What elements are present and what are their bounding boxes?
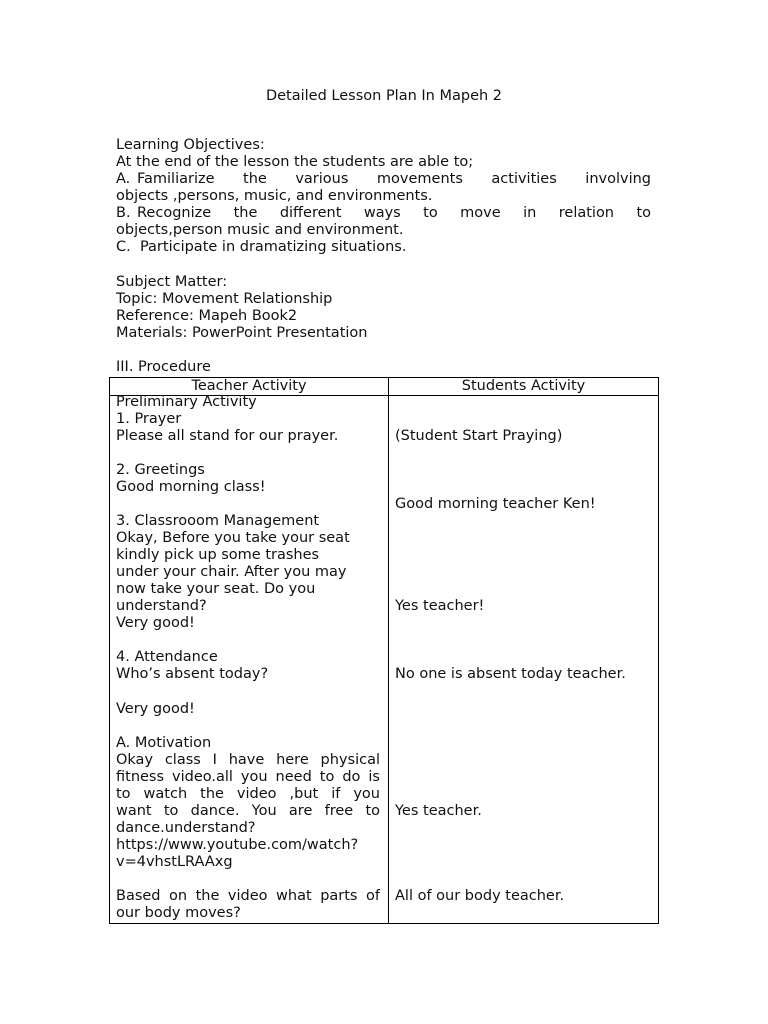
greetings-text: Good morning class!: [116, 479, 266, 495]
student-yes-teacher-2: Yes teacher.: [395, 803, 482, 819]
motivation-heading: A. Motivation: [116, 735, 212, 751]
attendance-heading: 4. Attendance: [116, 649, 218, 665]
objective-b: [116, 205, 651, 222]
subject-reference: Reference: Mapeh Book2: [116, 308, 298, 324]
greetings-heading: 2. Greetings: [116, 462, 205, 478]
objective-c-letter: C.: [116, 239, 131, 255]
objective-a-line2: objects ,persons, music, and environments.: [116, 188, 433, 204]
question-line: Based on the video what parts of: [116, 888, 380, 904]
prayer-heading: 1. Prayer: [116, 411, 182, 427]
video-link[interactable]: https://www.youtube.com/watch?: [116, 837, 359, 853]
students-activity-header: Students Activity: [389, 378, 659, 396]
procedure-table-row: [110, 396, 659, 924]
management-heading: 3. Classrooom Management: [116, 513, 320, 529]
preliminary-activity: Preliminary Activity: [116, 394, 257, 410]
management-line: kindly pick up some trashes: [116, 547, 320, 563]
learning-objectives-section: [116, 137, 651, 256]
attendance-very-good: Very good!: [116, 701, 195, 717]
student-absent-reply: No one is absent today teacher.: [395, 666, 626, 682]
subject-materials: Materials: PowerPoint Presentation: [116, 325, 368, 341]
objectives-intro: At the end of the lesson the students are able to;: [116, 154, 474, 170]
document-title: Detailed Lesson Plan In Mapeh 2: [265, 88, 503, 104]
motivation-line: to watch the video ,but if you: [116, 786, 380, 802]
subject-matter-heading: Subject Matter:: [116, 274, 228, 290]
teacher-activity-header: Teacher Activity: [110, 378, 389, 396]
management-line: under your chair. After you may: [116, 564, 347, 580]
teacher-activity-cell: [110, 396, 389, 924]
subject-topic: Topic: Movement Relationship: [116, 291, 333, 307]
procedure-table: [109, 377, 659, 924]
management-line: understand?: [116, 598, 207, 614]
students-activity-cell: [389, 396, 659, 924]
objective-a: [116, 171, 651, 188]
student-yes-teacher: Yes teacher!: [395, 598, 485, 614]
subject-matter-section: [116, 274, 651, 342]
student-body-reply: All of our body teacher.: [395, 888, 565, 904]
student-praying: (Student Start Praying): [395, 428, 563, 444]
objective-c-text: Participate in dramatizing situations.: [139, 239, 407, 255]
motivation-line: Okay class I have here physical: [116, 752, 380, 768]
objective-a-line1: Familiarize the various movements activities involving: [137, 171, 651, 187]
question-line: our body moves?: [116, 905, 241, 921]
motivation-line: dance.understand?: [116, 820, 256, 836]
management-line: now take your seat. Do you: [116, 581, 316, 597]
procedure-heading: III. Procedure: [116, 359, 211, 375]
motivation-line: want to dance. You are free to: [116, 803, 380, 819]
motivation-line: fitness video.all you need to do is: [116, 769, 380, 785]
objective-b-line1: Recognize the different ways to move in relation to: [137, 205, 651, 221]
objective-b-line2: objects,person music and environment.: [116, 222, 404, 238]
management-line: Very good!: [116, 615, 195, 631]
objective-c: [116, 239, 651, 256]
student-greeting: Good morning teacher Ken!: [395, 496, 596, 512]
prayer-text: Please all stand for our prayer.: [116, 428, 339, 444]
objectives-heading: Learning Objectives:: [116, 137, 265, 153]
attendance-text: Who’s absent today?: [116, 666, 269, 682]
objective-b-letter: B.: [116, 205, 131, 221]
management-line: Okay, Before you take your seat: [116, 530, 350, 546]
procedure-table-header: [110, 378, 659, 396]
objective-a-letter: A.: [116, 171, 131, 187]
video-link-continued[interactable]: v=4vhstLRAAxg: [116, 854, 233, 870]
